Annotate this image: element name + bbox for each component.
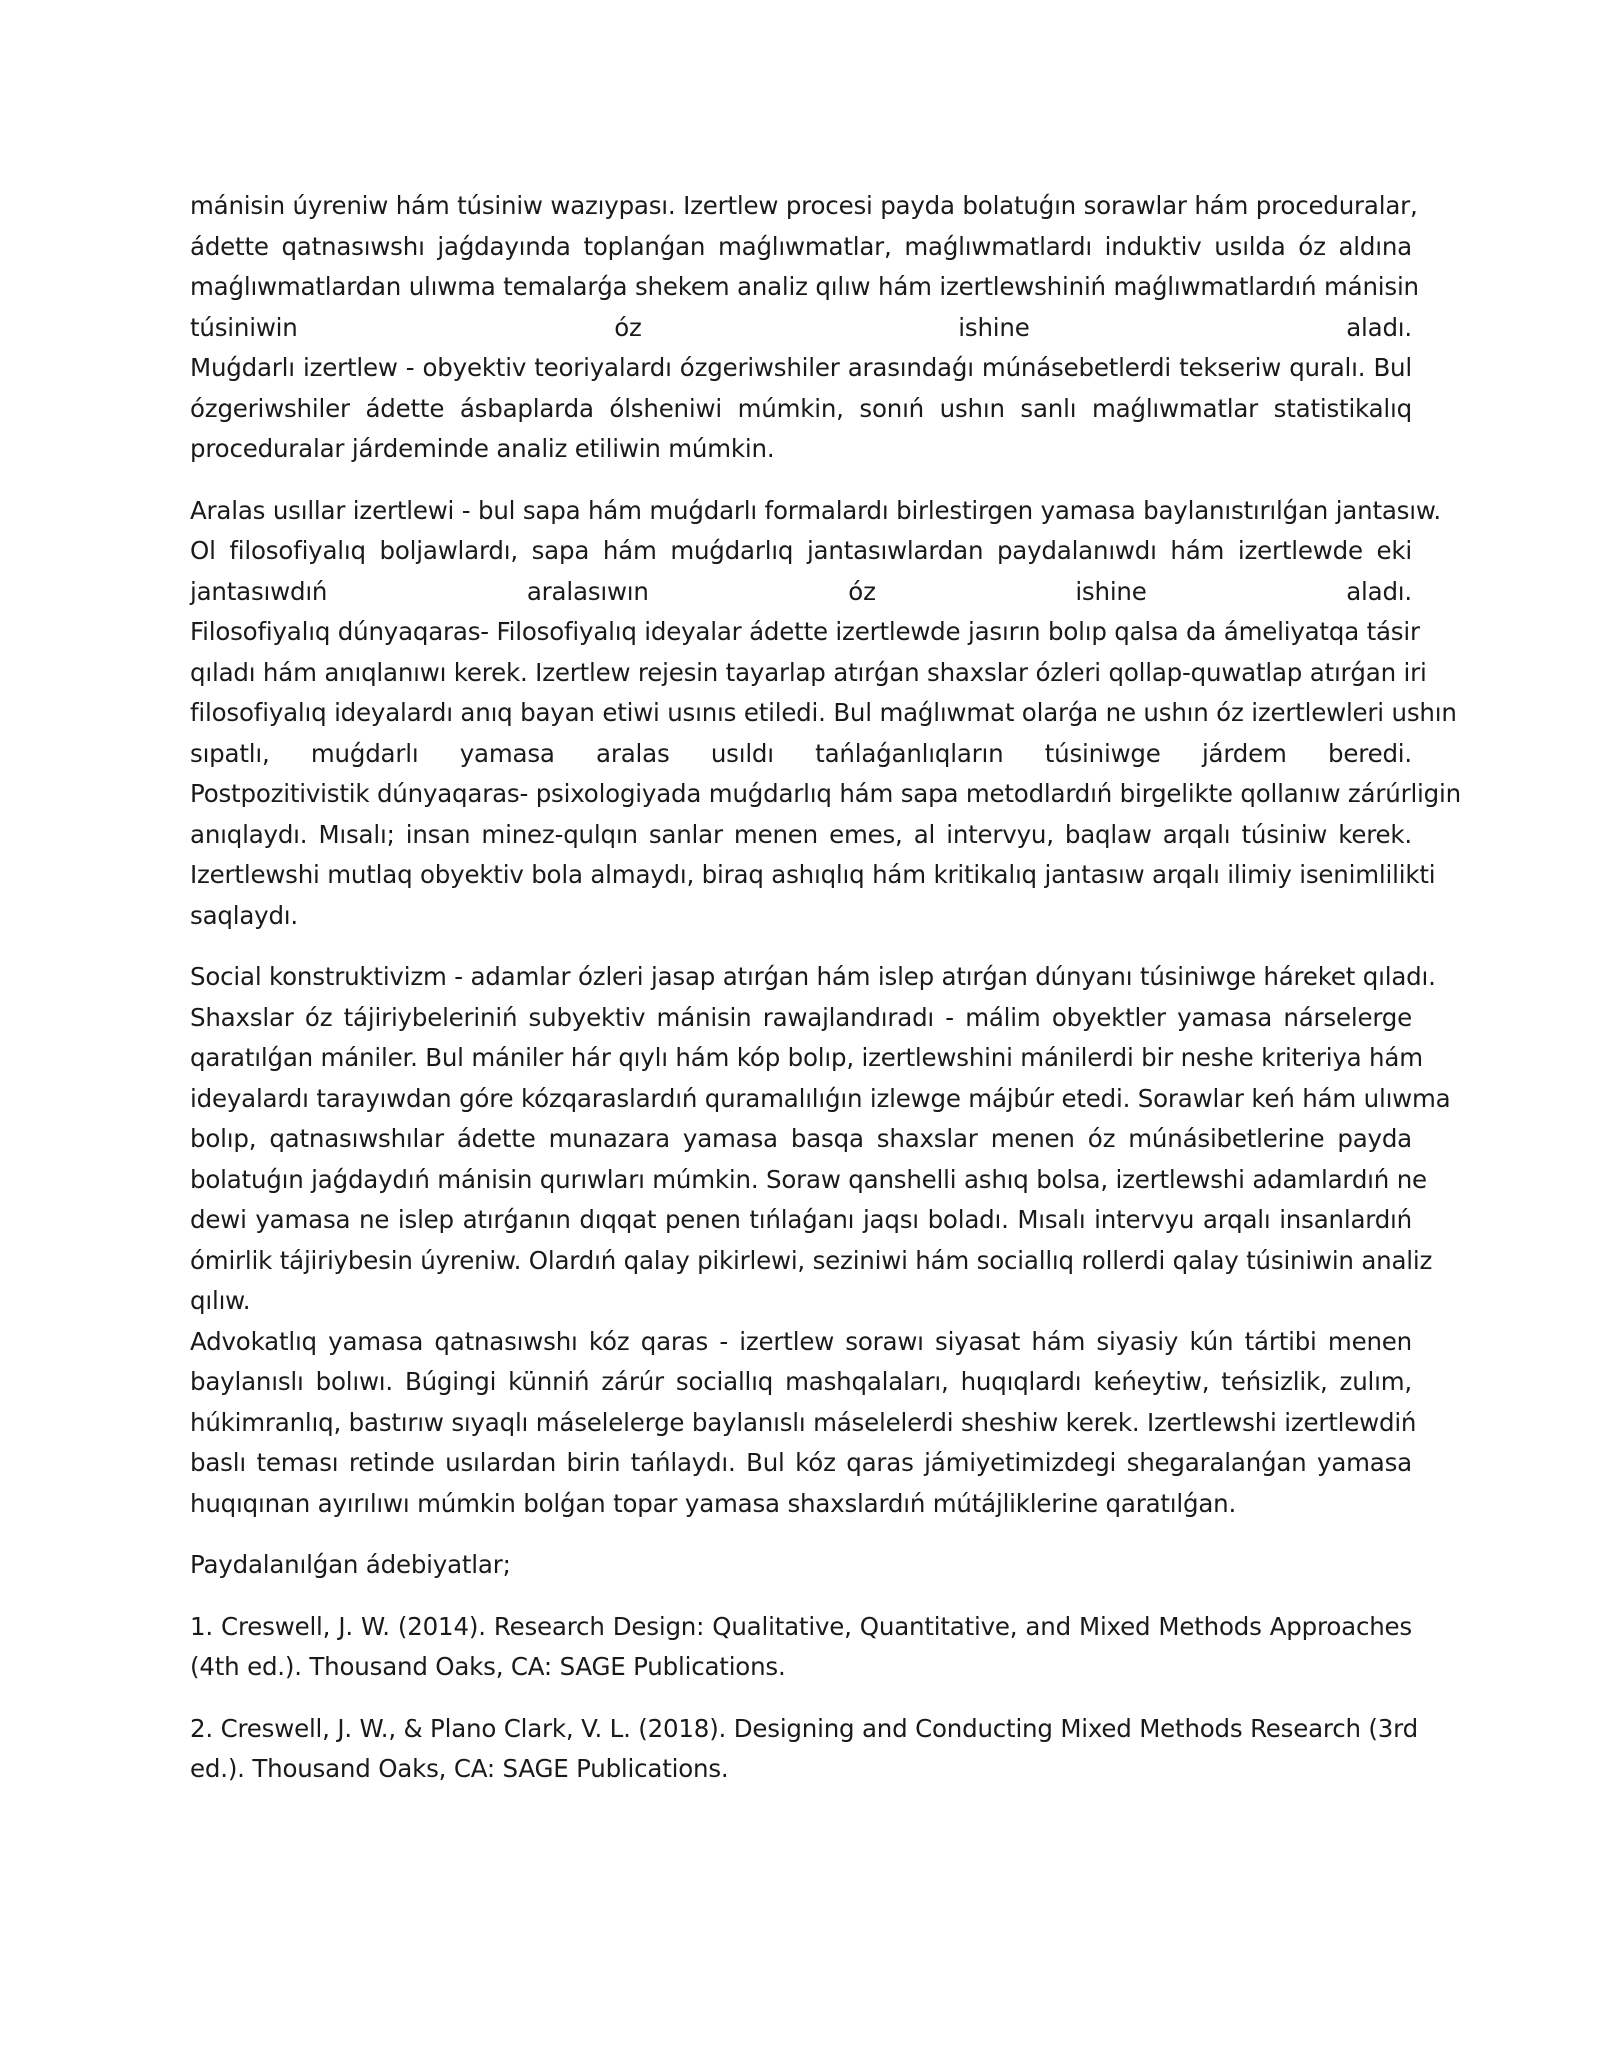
references-title (190, 1545, 1412, 1586)
text-line: Ol filosofiyalıq boljawlardı, sapa hám muǵdarlıq jantasıwlardan paydalanıwdı hám izertlewde eki (190, 536, 1412, 565)
references-heading: Paydalanılǵan ádebiyatlar; (190, 1550, 511, 1579)
text-line: proceduralar járdeminde analiz etiliwin múmkin. (190, 434, 775, 463)
text-line: dewi yamasa ne islep atırǵanın dıqqat penen tıńlaǵanı jaqsı boladı. Mısalı intervyu arqalı insanlardıń (190, 1205, 1412, 1234)
text-line: ed.). Thousand Oaks, CA: SAGE Publications. (190, 1754, 729, 1783)
text-line: ómirlik tájiriybesin úyreniw. Olardıń qalay pikirlewi, seziniwi hám sociallıq rollerdi qalay túsiniwin analiz (190, 1245, 1433, 1275)
text-line: ideyalardı tarayıwdan góre kózqaraslardıń quramalılıǵın izlewge májbúr etedi. Sorawlar keń hám ulıwma (190, 1083, 1451, 1113)
text-line: qaratılǵan mániler. Bul mániler hár qıylı hám kóp bolıp, izertlewshini mánilerdi bir neshe kriteriya hám (190, 1043, 1423, 1072)
text-line: Filosofiyalıq dúnyaqaras- Filosofiyalıq ideyalar ádette izertlewde jasırın bolıp qalsa da ámeliyatqa tásir (190, 617, 1420, 646)
text-line: baylanıslı bolıwı. Búgingi künniń zárúr sociallıq mashqalaları, huqıqlardı keńeytiw, teńsizlik, zulım, (190, 1367, 1412, 1396)
text-line: qıladı hám anıqlanıwı kerek. Izertlew rejesin tayarlap atırǵan shaxslar ózleri qollap-quwatlap atırǵan iri (190, 657, 1427, 687)
text-line: saqlaydı. (190, 900, 298, 930)
text-line: Shaxslar óz tájiriybeleriniń subyektiv mánisin rawajlandıradı - málim obyektler yamasa nárselerge (190, 1002, 1412, 1032)
text-line: qılıw. (190, 1286, 251, 1315)
text-line: jantasıwdıń aralasıwın óz ishine aladı. (190, 576, 1412, 606)
text-line: Aralas usıllar izertlewi - bul sapa hám muǵdarlı formalardı birlestirgen yamasa baylanıstırılǵan jantasıw. (190, 495, 1442, 525)
paragraph-mixed-methods (190, 491, 1461, 937)
text-line: (4th ed.). Thousand Oaks, CA: SAGE Publications. (190, 1652, 786, 1681)
reference-1 (190, 1607, 1412, 1688)
text-line: baslı teması retinde usılardan birin tańlaydı. Bul kóz qaras jámiyetimizdegi shegaralanǵan yamasa (190, 1448, 1412, 1477)
document-page (190, 186, 1461, 1790)
text-line: bolıp, qatnasıwshılar ádette munazara yamasa basqa shaxslar menen óz múnásibetlerine payda (190, 1124, 1412, 1153)
text-line: sıpatlı, muǵdarlı yamasa aralas usıldı tańlaǵanlıqların túsiniwge járdem beredi. (190, 738, 1412, 768)
text-line: ózgeriwshiler ádette ásbaplarda ólsheniwi múmkin, sonıń ushın sanlı maǵlıwmatlar statistikalıq (190, 393, 1412, 423)
text-line: túsiniwin óz ishine aladı. (190, 312, 1412, 342)
text-line: Social konstruktivizm - adamlar ózleri jasap atırǵan hám islep atırǵan dúnyanı túsiniwge háreket qıladı. (190, 962, 1436, 991)
text-line: Muǵdarlı izertlew - obyektiv teoriyalardı ózgeriwshiler arasındaǵı múnásebetlerdi tekseriw quralı. Bul (190, 353, 1412, 382)
text-line: mánisin úyreniw hám túsiniw wazıypası. Izertlew procesi payda bolatuǵın sorawlar hám proceduralar, (190, 191, 1418, 220)
text-line: Izertlewshi mutlaq obyektiv bola almaydı, biraq ashıqlıq hám kritikalıq jantasıw arqalı ilimiy isenimlilikti (190, 860, 1436, 889)
text-line: maǵlıwmatlardan ulıwma temalarǵa shekem analiz qılıw hám izertlewshiniń maǵlıwmatlardıń mánisin (190, 272, 1419, 301)
text-line: húkimranlıq, bastırıw sıyaqlı máselelerge baylanıslı máselelerdi sheshiw kerek. Izertlewshi izertlewdiń (190, 1407, 1417, 1437)
text-line: huqıqınan ayırılıwı múmkin bolǵan topar yamasa shaxslardıń mútájliklerine qaratılǵan. (190, 1488, 1237, 1518)
text-line: ádette qatnasıwshı jaǵdayında toplanǵan maǵlıwmatlar, maǵlıwmatlardı induktiv usılda óz aldına (190, 231, 1412, 261)
text-line: 1. Creswell, J. W. (2014). Research Design: Qualitative, Quantitative, and Mixed Methods Approaches (190, 1611, 1412, 1641)
reference-2 (190, 1709, 1418, 1790)
text-line: Postpozitivistik dúnyaqaras- psixologiyada muǵdarlıq hám sapa metodlardıń birgelikte qollanıw zárúrligin (190, 779, 1461, 808)
text-line: filosofiyalıq ideyalardı anıq bayan etiwi usınıs etiledi. Bul maǵlıwmat olarǵa ne ushın óz izertlewleri ushın (190, 698, 1457, 727)
text-line: 2. Creswell, J. W., & Plano Clark, V. L. (2018). Designing and Conducting Mixed Methods Research (3rd (190, 1713, 1418, 1743)
text-line: anıqlaydı. Mısalı; insan minez-qulqın sanlar menen emes, al intervyu, baqlaw arqalı túsiniw kerek. (190, 819, 1412, 849)
paragraph-social-constructivism (190, 957, 1451, 1524)
text-line: bolatuǵın jaǵdaydıń mánisin qurıwları múmkin. Soraw qanshelli ashıq bolsa, izertlewshi adamlardıń ne (190, 1164, 1427, 1194)
text-line: Advokatlıq yamasa qatnasıwshı kóz qaras - izertlew sorawı siyasat hám siyasiy kún tártibi menen (190, 1326, 1412, 1356)
paragraph-qualitative (190, 186, 1419, 470)
